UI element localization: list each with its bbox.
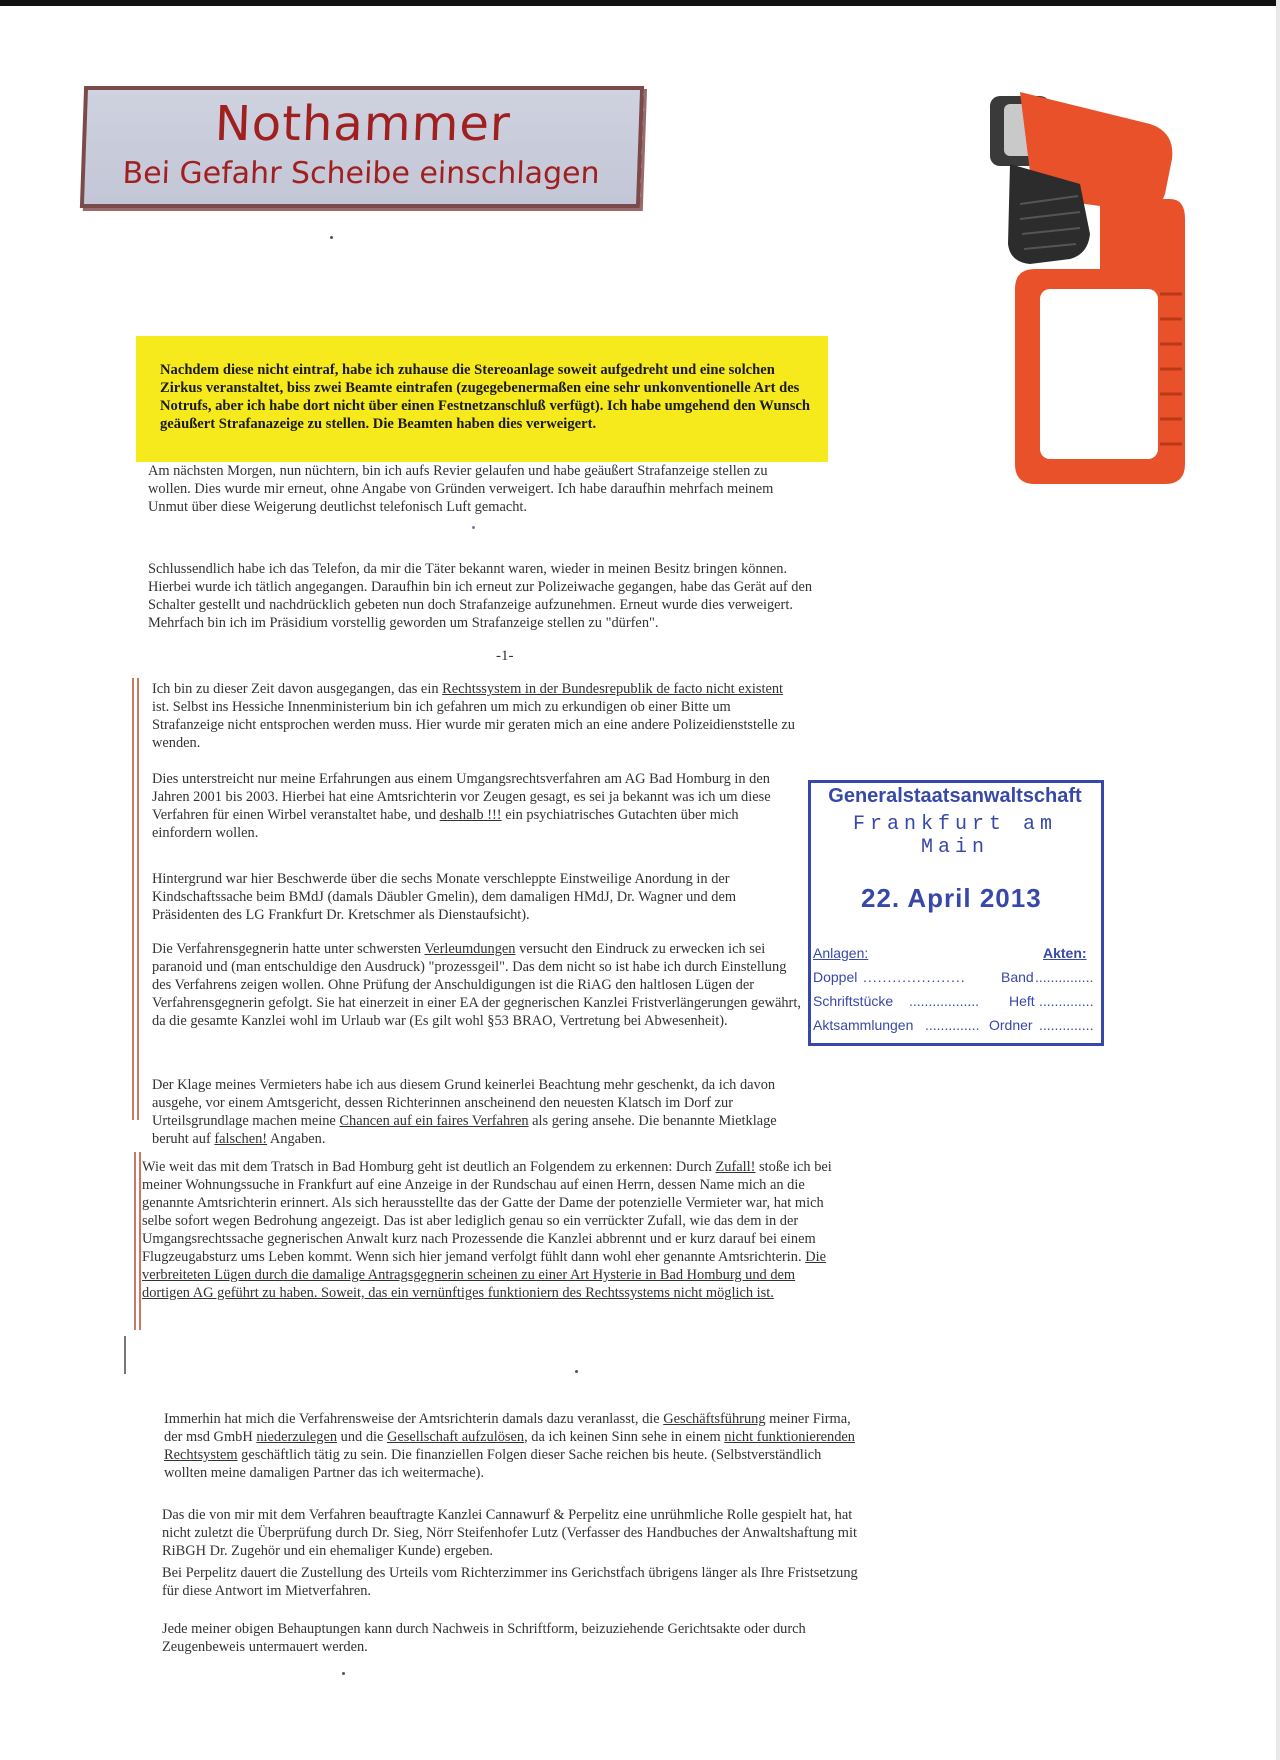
receipt-stamp bbox=[808, 780, 1104, 1046]
margin-line-1 bbox=[132, 678, 134, 1120]
paragraph-8 bbox=[142, 1158, 842, 1302]
scan-speck bbox=[342, 1672, 345, 1675]
paragraph-12: Jede meiner obigen Behauptungen kann durch Nachweis in Schriftform, beizuziehende Gerichtsakte oder durch Zeugenbeweis untermauert werden. bbox=[162, 1621, 806, 1655]
p8-text-b: stoße ich bei meiner Wohnungssuche in Frankfurt auf eine Anzeige in der Rundschau auf einen Herrn, dessen Name mich an die genannte Amtsrichterin erinnert. Als sich herausstellte das der Gatte der Dame der potenzielle Vermieter war, hat mich selbe sofort wegen Bedrohung angezeigt. Das ist aber lediglich genau so ein verrückter Zufall, wie das dem in der Umgangsrechtssache gegnerischen Anwalt kurz nach Prozessende die Kanzlei abbrennt und er kurz darauf bei einem Flugzeugabsturz ums Leben kommt. Wenn sich hier jemand verfolgt fühlt dann wohl eher genannte Amtsrichterin. bbox=[142, 1159, 832, 1265]
p9-text-c: und die bbox=[337, 1429, 388, 1445]
stamp-anlagen: Anlagen: bbox=[813, 945, 869, 961]
p7-underlined-1: Chancen auf ein faires Verfahren bbox=[339, 1113, 529, 1129]
scan-speck bbox=[330, 236, 333, 239]
p8-text-a: Wie weit das mit dem Tratsch in Bad Homburg geht ist deutlich an Folgendem zu erkennen: Durch bbox=[142, 1159, 716, 1175]
paragraph-10: Das die von mir mit dem Verfahren beauftragte Kanzlei Cannawurf & Perpelitz eine unrühmliche Rolle gespielt hat, hat nicht zuletzt die Überprüfung durch Dr. Sieg, Nörr Steifenhofer Lutz (Verfasser des Handbuches der Anwaltshaftung mit RiBGH Dr. Zugehör und ein ehemaliger Kunde) ergeben. bbox=[162, 1507, 857, 1559]
p7-underlined-2: falschen! bbox=[214, 1131, 268, 1147]
p7-text-b: als gering ansehe. Die benannte Mietklage beruht auf bbox=[152, 1113, 777, 1147]
sign-subtitle: Bei Gefahr Scheibe einschlagen bbox=[121, 156, 601, 191]
stamp-heft: Heft bbox=[1009, 993, 1035, 1009]
p8-underlined-2: Die verbreiteten Lügen durch die damalige Antragsgegnerin scheinen zu einer Art Hysterie in Bad Homburg und dem dortigen AG geführt zu haben. Soweit, das ein vernünftiges funktioniern des Rechtssystems nicht möglich ist. bbox=[142, 1249, 826, 1301]
paragraph-9 bbox=[164, 1410, 864, 1482]
p9-text-b: meiner Firma, der msd GmbH bbox=[164, 1411, 851, 1445]
paragraph-11: Bei Perpelitz dauert die Zustellung des Urteils vom Richterzimmer ins Gerichstfach übrigens länger als Ihre Fristsetzung für diese Antwort im Mietverfahren. bbox=[162, 1565, 858, 1599]
stamp-aktsammlungen: Aktsammlungen bbox=[813, 1017, 914, 1033]
stamp-dots-1: ..................... bbox=[863, 969, 966, 985]
paragraph-5: Hintergrund war hier Beschwerde über die sechs Monate verschleppte Einstweilige Anordung in der Kindschaftssache beim BMdJ (damals Däubler Gmelin), dem damaligen HMdJ, Dr. Wagner und dem Präsidenten des LG Frankfurt Dr. Kretschmer als Dienstaufsicht). bbox=[152, 871, 737, 923]
p6-text-b: versucht den Eindruck zu erwecken ich sei paranoid und (man entschuldige den Ausdruck) "prozessgeil". Das dem nicht so ist habe ich durch Einstellung des Verfahrens zeigen wollen. Ohne Prüfung der Anschuldigungen ist die RiAG den haltlosen Lügen der Verfahrensgegnerin gefolgt. Sie hat einerzeit in einer EA der gegnerischen Kanzlei Fristverlängerungen gewährt, da die gesamte Kanzlei wohl im Urlaub war (Es gilt wohl §53 BRAO, Vertretung bei Abwesenheit). bbox=[152, 941, 801, 1029]
stamp-dots-5: .............. bbox=[925, 1017, 980, 1033]
stamp-dots-6: .............. bbox=[1039, 1017, 1094, 1033]
p3-text-a: Ich bin zu dieser Zeit davon ausgegangen, das ein bbox=[152, 681, 443, 697]
margin-line-2 bbox=[137, 678, 139, 1120]
p9-underlined-2: niederzulegen bbox=[256, 1429, 338, 1445]
stamp-dots-4: .............. bbox=[1039, 993, 1094, 1009]
page-number: -1- bbox=[496, 648, 514, 664]
p6-underlined: Verleumdungen bbox=[424, 941, 516, 957]
paragraph-4 bbox=[152, 770, 802, 842]
paragraph-6 bbox=[152, 940, 802, 1030]
p8-underlined-1: Zufall! bbox=[715, 1159, 756, 1175]
highlighted-paragraph: Nachdem diese nicht eintraf, habe ich zuhause die Stereoanlage soweit aufgedreht und eine solchen Zirkus veranstaltet, biss zwei Beamte eintrafen (zugegebenermaßen eine sehr unkonventionelle Art des Notrufs, aber ich habe dort nicht über einen Festnetzanschluß verfügt). Ich habe umgehend den Wunsch geäußert Strafanazeige zu stellen. Die Beamten haben dies verweigert. bbox=[160, 361, 811, 432]
scan-top-edge bbox=[0, 0, 1280, 6]
stamp-ordner: Ordner bbox=[989, 1017, 1033, 1033]
paragraph-7 bbox=[152, 1076, 812, 1148]
p4-underlined: deshalb !!! bbox=[439, 807, 502, 823]
p4-text-a: Dies unterstreicht nur meine Erfahrungen aus einem Umgangsrechtsverfahren am AG Bad Homburg in den Jahren 2001 bis 2003. Hierbei hat eine Amtsrichterin vor Zeugen gesagt, es sei ja bekannt was ich um diese Verfahren für einen Wirbel veranstaltet habe, und bbox=[152, 771, 771, 823]
margin-line-5 bbox=[124, 1336, 126, 1374]
p9-text-a: Immerhin hat mich die Verfahrensweise der Amtsrichterin damals dazu veranlasst, die bbox=[164, 1411, 664, 1427]
p3-underlined: Rechtssystem in der Bundesrepublik de facto nicht existent bbox=[442, 681, 784, 697]
scan-speck bbox=[575, 1370, 578, 1373]
p9-underlined-1: Geschäftsführung bbox=[663, 1411, 766, 1427]
stamp-band: Band bbox=[1001, 969, 1034, 985]
stamp-city: Frankfurt am Main bbox=[852, 813, 1058, 859]
scan-speck bbox=[472, 526, 475, 529]
p9-underlined-3: Gesellschaft aufzulösen bbox=[387, 1429, 525, 1445]
paragraph-1: Am nächsten Morgen, nun nüchtern, bin ich aufs Revier gelaufen und habe geäußert Strafanzeige stellen zu wollen. Dies wurde mir erneut, ohne Angabe von Gründen verweigert. Ich habe daraufhin mehrfach meinem Unmut über diese Weigerung deutlichst telefonisch Luft gemacht. bbox=[148, 463, 774, 515]
stamp-schriftstuecke: Schriftstücke bbox=[813, 993, 894, 1009]
p4-text-b: ein psychiatrisches Gutachten über mich einfordern wollen. bbox=[152, 807, 739, 841]
p9-text-e: geschäftlich tätig zu sein. Die finanziellen Folgen dieser Sache reichen bis heute. (Selbstverständlich wollten meine damaligen Partner das ich weitermache). bbox=[164, 1447, 822, 1481]
paragraph-2: Schlussendlich habe ich das Telefon, da mir die Täter bekannt waren, wieder in meinen Besitz bringen können. Hierbei wurde ich tätlich angegangen. Daraufhin bin ich erneut zur Polizeiwache gegangen, habe das Gerät auf den Schalter gestellt und nachdrücklich gebeten nun doch Strafanzeige aufzunehmen. Erneut wurde dies verweigert. Mehrfach bin ich im Präsidium vorstellig geworden um Strafanzeige stellen zu "dürfen". bbox=[148, 561, 813, 631]
stamp-dots-3: .................. bbox=[909, 993, 980, 1009]
stamp-date: 22. April 2013 bbox=[861, 883, 1042, 913]
stamp-doppel: Doppel bbox=[813, 969, 858, 985]
emergency-hammer-icon bbox=[960, 84, 1210, 534]
paragraph-3 bbox=[152, 680, 802, 752]
p3-text-b: ist. Selbst ins Hessiche Innenministerium bin ich gefahren um mich zu erkundigen ob einer Bitte um Strafanzeige nicht entsprochen werden muss. Hier wurde mir geraten mich an eine andere Polizeidienststelle zu wenden. bbox=[152, 699, 795, 751]
nothammer-sign bbox=[80, 86, 644, 208]
p7-text-c: Angaben. bbox=[267, 1131, 326, 1147]
p7-text-a: Der Klage meines Vermieters habe ich aus diesem Grund keinerlei Beachtung mehr geschenkt, da ich davon ausgehe, vor einem Amtsgericht, dessen Richterinnen anscheinend den neuesten Klatsch im Dorf zur Urteilsgrundlage machen meine bbox=[152, 1077, 776, 1129]
scan-right-edge bbox=[1276, 0, 1280, 1760]
stamp-dots-2: ............... bbox=[1035, 969, 1094, 985]
sign-title: Nothammer bbox=[213, 96, 512, 152]
p9-underlined-4: nicht funktionierenden Rechtsystem bbox=[164, 1429, 855, 1463]
stamp-akten: Akten: bbox=[1043, 945, 1087, 961]
p9-text-d: , da ich keinen Sinn sehe in einem bbox=[524, 1429, 725, 1445]
p6-text-a: Die Verfahrensgegnerin hatte unter schwersten bbox=[152, 941, 425, 957]
stamp-organisation: Generalstaatsanwaltschaft bbox=[828, 785, 1082, 807]
margin-line-4 bbox=[139, 1152, 141, 1330]
margin-line-3 bbox=[134, 1152, 136, 1330]
